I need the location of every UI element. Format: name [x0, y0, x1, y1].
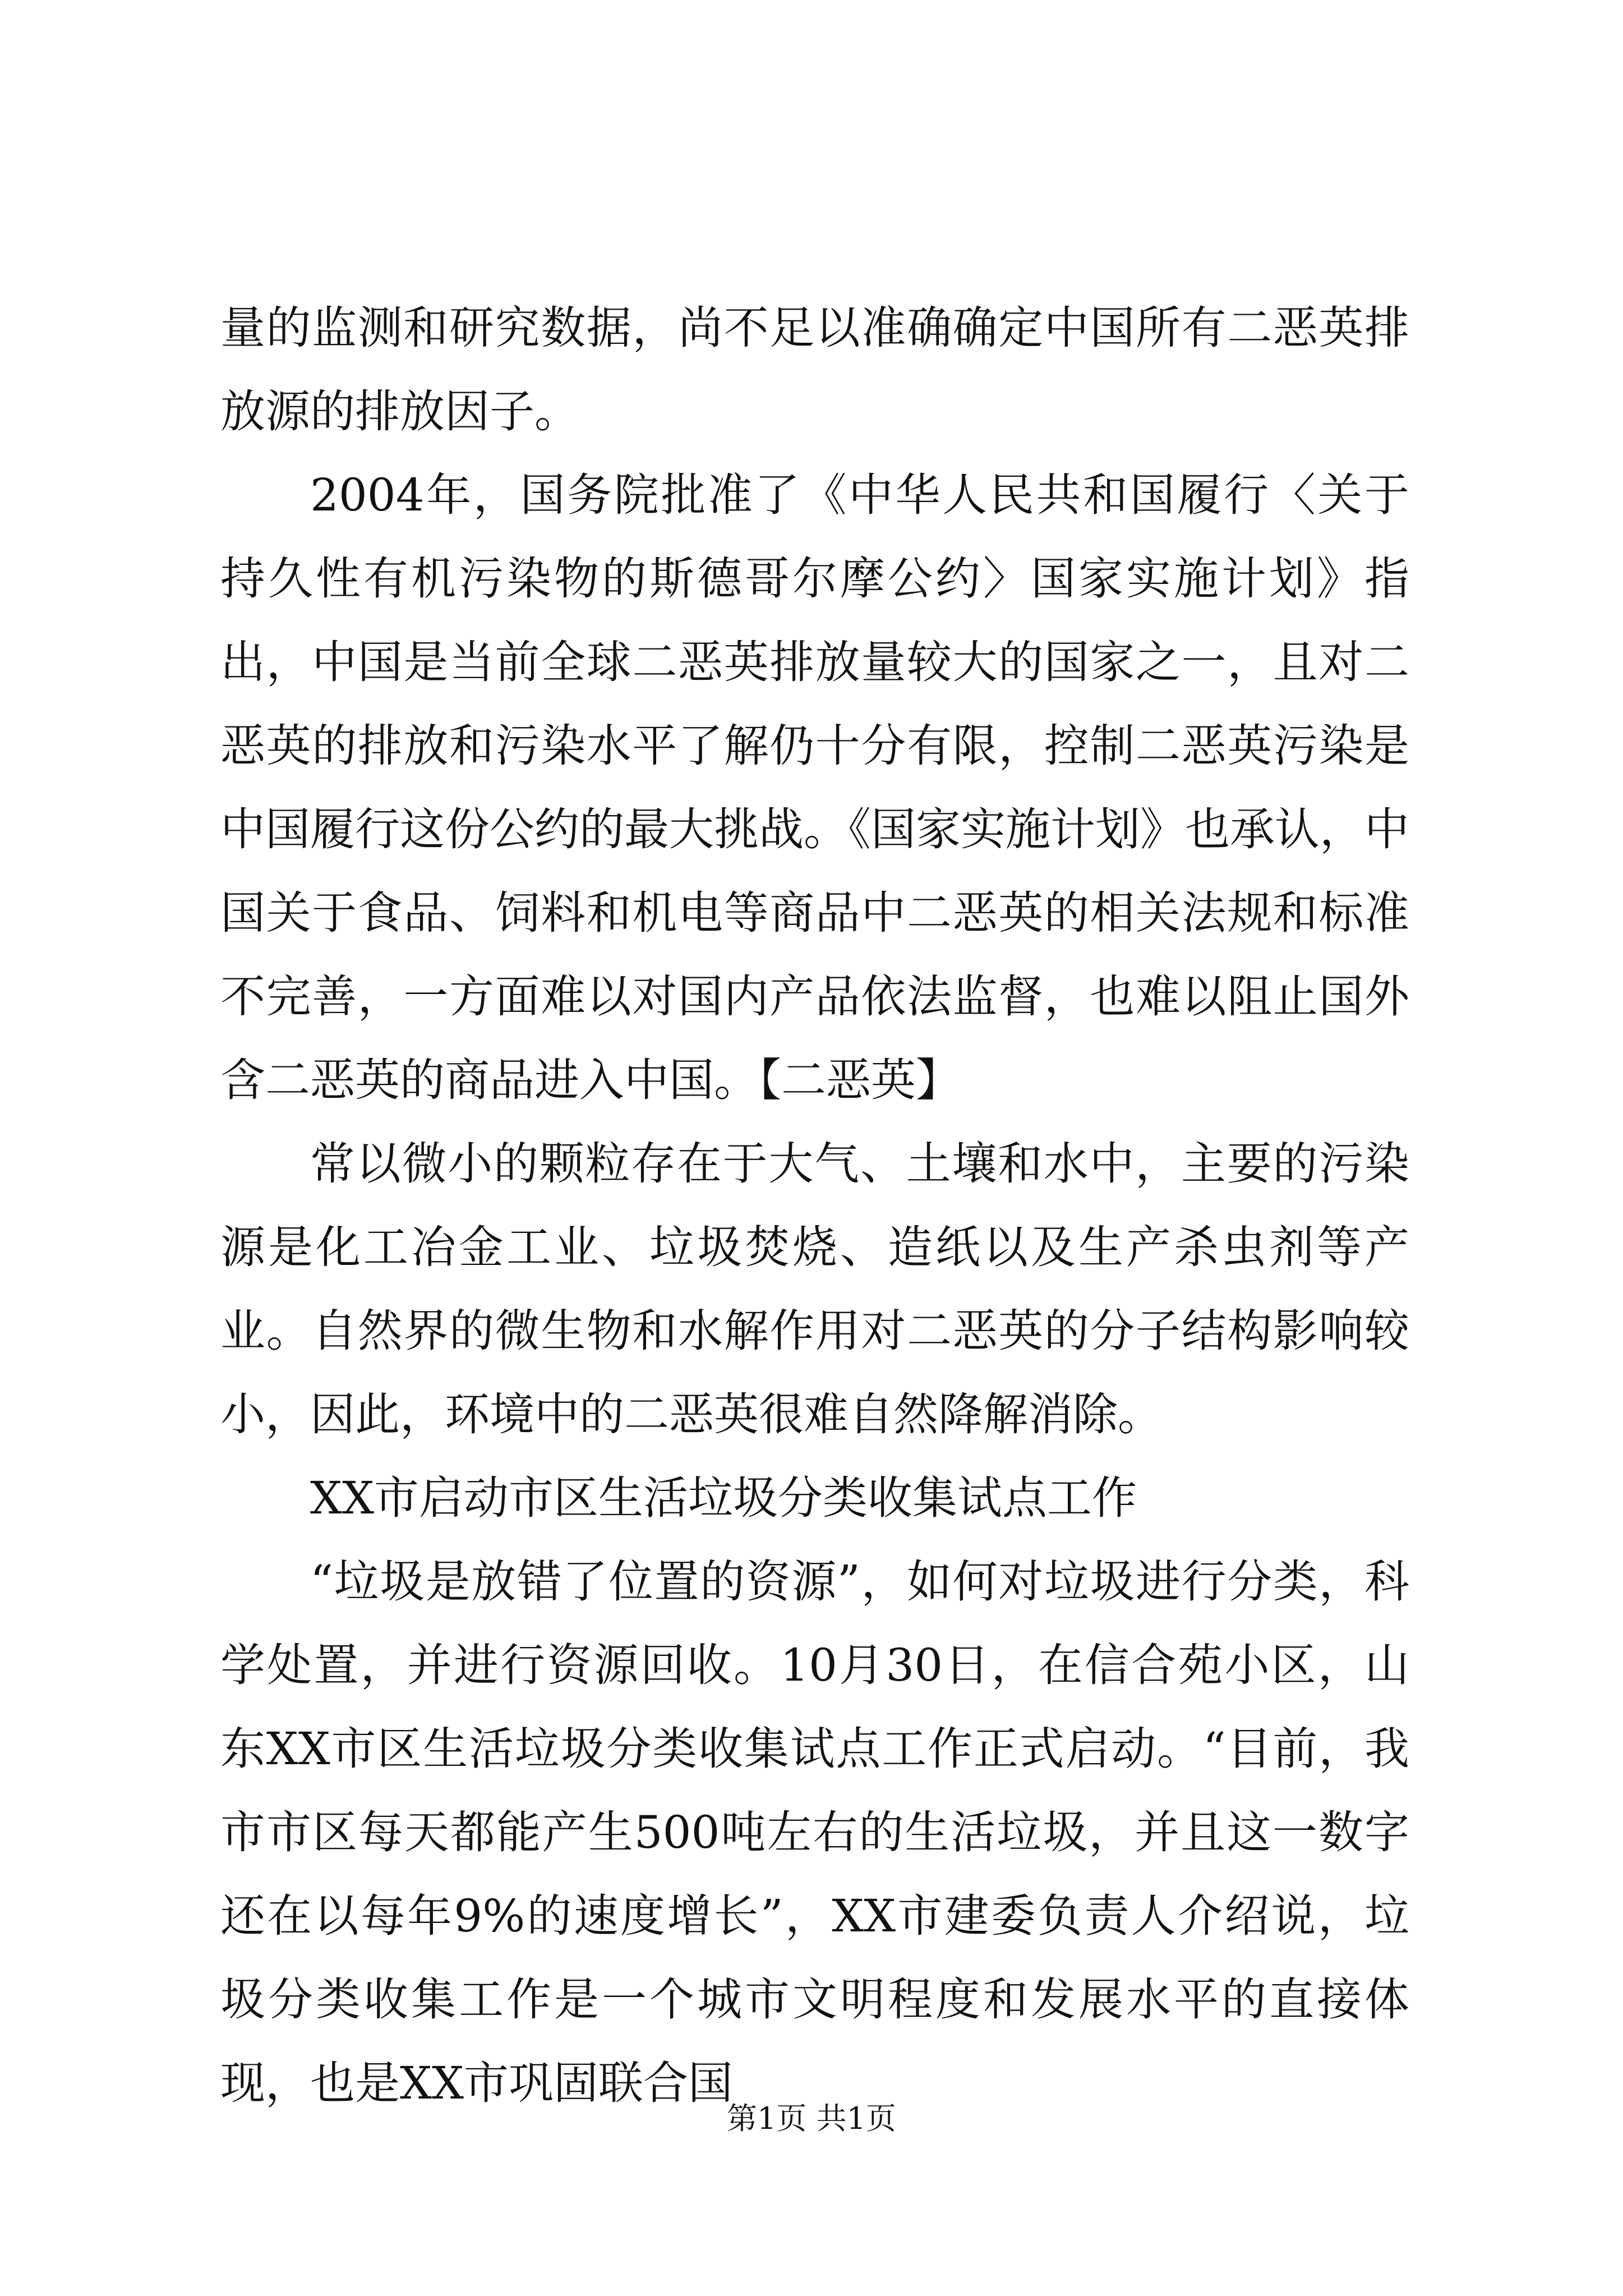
paragraph-continuation: 量的监测和研究数据，尚不足以准确确定中国所有二恶英排放源的排放因子。 [220, 302, 1409, 438]
paragraph-dioxin-sources: 常以微小的颗粒存在于大气、土壤和水中，主要的污染源是化工冶金工业、垃圾焚烧、造纸以及生产杀虫剂等产业。自然界的微生物和水解作用对二恶英的分子结构影响较小，因此，环境中的二恶英很难自然降解消除。 [220, 1138, 1409, 1441]
paragraph-garbage-sorting: “垃圾是放错了位置的资源”，如何对垃圾进行分类，科学处置，并进行资源回收。10月30日，在信合苑小区，山东XX市区生活垃圾分类收集试点工作正式启动。“目前，我市市区每天都能产生500吨左右的生活垃圾，并且这一数字还在以每年9%的速度增长”，XX市建委负责人介绍说，垃圾分类收集工作是一个城市文明程度和发展水平的直接体现，也是XX市巩固联合国 [220, 1556, 1409, 2109]
document-body [220, 286, 1409, 2125]
page-footer: 第1页 共1页 [727, 2101, 896, 2136]
paragraph-implementation-plan: 2004年，国务院批准了《中华人民共和国履行〈关于持久性有机污染物的斯德哥尔摩公约〉国家实施计划》指出，中国是当前全球二恶英排放量较大的国家之一，且对二恶英的排放和污染水平了解仍十分有限，控制二恶英污染是中国履行这份公约的最大挑战。《国家实施计划》也承认，中国关于食品、饲料和机电等商品中二恶英的相关法规和标准不完善，一方面难以对国内产品依法监督，也难以阻止国外含二恶英的商品进入中国。【二恶英】 [220, 469, 1409, 1106]
article-heading: XX市启动市区生活垃圾分类收集试点工作 [310, 1472, 1137, 1524]
